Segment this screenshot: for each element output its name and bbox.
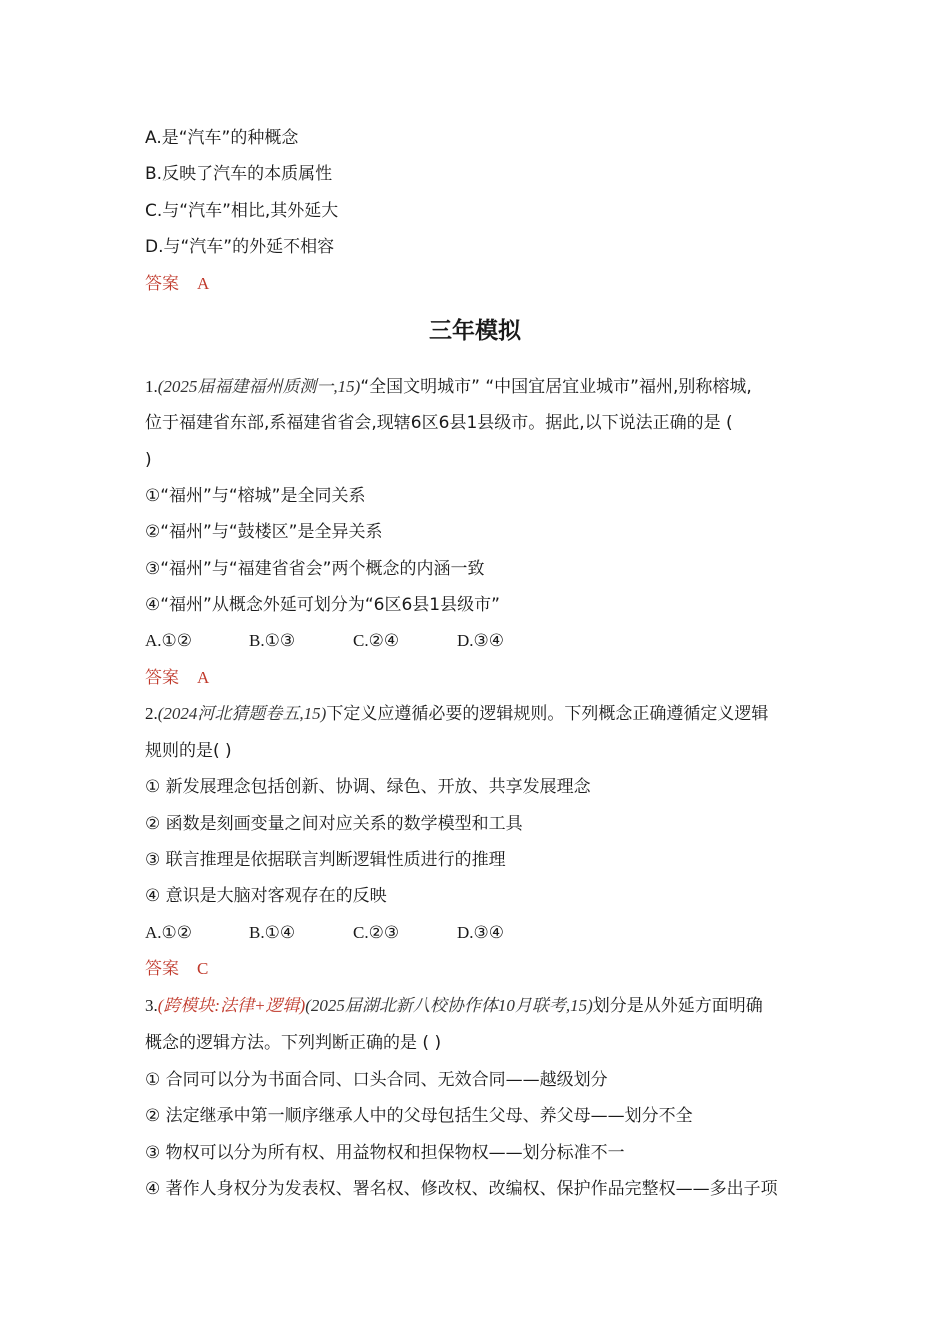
prev-option-d: D.与“汽车”的外延不相容 <box>145 237 335 257</box>
q2-answer <box>145 957 815 981</box>
prev-option-b: B.反映了汽车的本质属性 <box>145 164 333 184</box>
q1-choice-d: D.③④ <box>457 631 505 650</box>
answer-key: A <box>197 274 210 293</box>
q2-choice-c: C.②③ <box>353 923 400 942</box>
q2-statement-4: ④ 意识是大脑对客观存在的反映 <box>145 886 387 906</box>
q3-cross-module-tag: (跨模块:法律+逻辑) <box>157 996 306 1015</box>
answer-label: 答案 <box>145 274 179 294</box>
prev-option-c: C.与“汽车”相比,其外延大 <box>145 201 339 221</box>
answer-key: A <box>197 668 210 687</box>
q3-statement-2: ② 法定继承中第一顺序继承人中的父母包括生父母、养父母——划分不全 <box>145 1106 693 1126</box>
q2-line-2: 规则的是( ) <box>145 741 232 761</box>
q1-number: 1. <box>145 377 158 396</box>
q1-source: (2025届福建福州质测一,15) <box>157 377 361 396</box>
q1-choice-b: B.①③ <box>249 631 296 650</box>
q1-statement-1: ①“福州”与“榕城”是全同关系 <box>145 486 366 506</box>
q2-line-1 <box>145 702 815 726</box>
section-title: 三年模拟 <box>429 318 521 344</box>
prev-answer <box>145 272 815 296</box>
answer-label: 答案 <box>145 668 179 688</box>
q1-statement-3: ③“福州”与“福建省省会”两个概念的内涵一致 <box>145 559 485 579</box>
q1-statement-4: ④“福州”从概念外延可划分为“6区6县1县级市” <box>145 595 500 615</box>
q2-choice-d: D.③④ <box>457 923 505 942</box>
q3-statement-3: ③ 物权可以分为所有权、用益物权和担保物权——划分标准不一 <box>145 1143 625 1163</box>
q1-choice-a: A.①② <box>145 631 193 650</box>
q1-statement-2: ②“福州”与“鼓楼区”是全异关系 <box>145 522 383 542</box>
q2-choices <box>145 921 815 945</box>
q1-line-1 <box>145 375 815 399</box>
q2-number: 2. <box>145 704 158 723</box>
q2-source: (2024河北猜题卷五,15) <box>157 704 327 723</box>
q2-choice-b: B.①④ <box>249 923 296 942</box>
q2-statement-2: ② 函数是刻画变量之间对应关系的数学模型和工具 <box>145 814 523 834</box>
answer-key: C <box>197 959 209 978</box>
q3-stem-1: 划分是从外延方面明确 <box>592 996 763 1016</box>
q3-line-2: 概念的逻辑方法。下列判断正确的是 ( ) <box>145 1033 442 1053</box>
q2-statement-3: ③ 联言推理是依据联言判断逻辑性质进行的推理 <box>145 850 506 870</box>
q1-choices <box>145 629 815 653</box>
q2-choice-a: A.①② <box>145 923 193 942</box>
answer-label: 答案 <box>145 959 179 979</box>
q1-stem-1: “全国文明城市” “中国宜居宜业城市”福州,别称榕城, <box>360 377 752 397</box>
prev-option-a: A.是“汽车”的种概念 <box>145 128 299 148</box>
q3-source: (2025届湖北新八校协作体10月联考,15) <box>305 996 593 1015</box>
q1-line-3: ) <box>145 450 152 470</box>
q3-number: 3. <box>145 996 158 1015</box>
q3-line-1 <box>145 994 815 1018</box>
q1-answer <box>145 666 815 690</box>
q3-statement-1: ① 合同可以分为书面合同、口头合同、无效合同——越级划分 <box>145 1070 608 1090</box>
q2-statement-1: ① 新发展理念包括创新、协调、绿色、开放、共享发展理念 <box>145 777 591 797</box>
q3-statement-4: ④ 著作人身权分为发表权、署名权、修改权、改编权、保护作品完整权——多出子项 <box>145 1179 778 1199</box>
q1-line-2: 位于福建省东部,系福建省省会,现辖6区6县1县级市。据此,以下说法正确的是 ( <box>145 413 733 433</box>
q2-stem-1: 下定义应遵循必要的逻辑规则。下列概念正确遵循定义逻辑 <box>326 704 769 724</box>
q1-choice-c: C.②④ <box>353 631 400 650</box>
